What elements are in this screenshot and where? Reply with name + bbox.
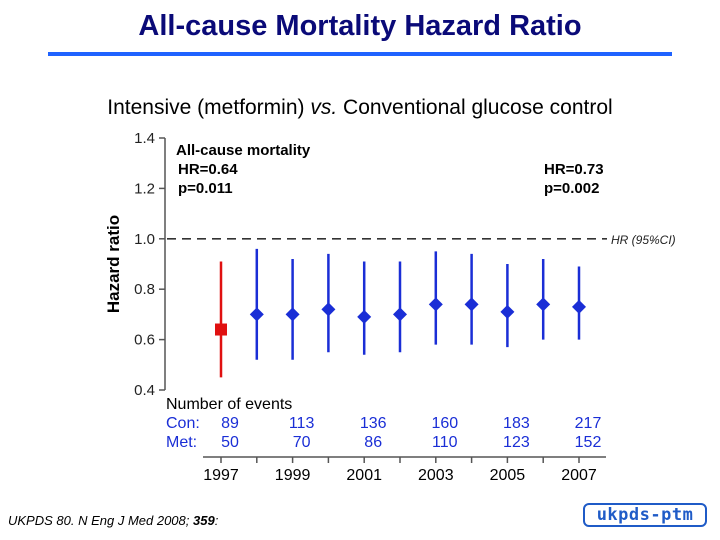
hr-point-2005 [500, 305, 514, 319]
citation-volume: 359 [192, 513, 215, 528]
events-met-1997: 50 [221, 434, 239, 451]
y-tick-label: 0.6 [134, 331, 155, 349]
events-con-1997: 89 [221, 415, 239, 432]
events-met-label: Met: [166, 434, 198, 451]
hr-point-2000 [321, 302, 335, 316]
y-tick-label: 1.2 [134, 180, 155, 198]
events-met-2007: 152 [574, 434, 602, 451]
y-axis-label: Hazard ratio [104, 214, 123, 314]
events-met-2003: 110 [432, 434, 458, 451]
events-header: Number of events [166, 396, 293, 413]
x-tick-label: 1997 [203, 467, 239, 484]
events-con-label: Con: [166, 415, 200, 432]
hr-point-1999 [286, 307, 300, 321]
x-tick-label: 2007 [561, 467, 597, 484]
events-con-1999: 113 [288, 415, 315, 432]
events-met-2005: 123 [503, 434, 530, 451]
y-tick-label: 0.8 [134, 281, 155, 299]
x-tick-label: 2001 [346, 467, 382, 484]
events-met-1999: 70 [292, 434, 311, 451]
y-tick-label: 0.4 [134, 382, 155, 399]
hr-point-2006 [536, 297, 550, 311]
events-con-2003: 160 [431, 415, 459, 432]
inner-chart-title: All-cause mortality [176, 142, 311, 159]
subtitle-end: Conventional glucose control [337, 96, 613, 119]
x-tick-label: 2005 [489, 467, 526, 484]
hr-point-2002 [393, 307, 407, 321]
x-tick-label: 2003 [418, 467, 454, 484]
citation [8, 513, 218, 528]
citation-text: UKPDS 80. N Eng J Med 2008; [8, 513, 193, 528]
events-con-2005: 183 [503, 415, 530, 432]
y-tick-label: 1.0 [134, 230, 155, 248]
right-p-annotation: p=0.002 [544, 180, 600, 197]
hr-point-2003 [429, 297, 443, 311]
left-hr-annotation: HR=0.64 [178, 161, 238, 178]
x-tick-label: 1999 [274, 467, 311, 484]
right-hr-annotation: HR=0.73 [544, 161, 604, 178]
reference-line-label: HR (95%CI) [611, 232, 676, 247]
ukpds-logo: ukpds-ptm [583, 503, 707, 527]
hr-point-2007 [572, 300, 586, 314]
events-con-2001: 136 [359, 415, 387, 432]
citation-end: : [214, 513, 219, 528]
hr-point-1998 [250, 307, 264, 321]
slide-title: All-cause Mortality Hazard Ratio [138, 10, 582, 42]
events-con-2007: 217 [574, 415, 602, 432]
y-tick-label: 1.4 [134, 130, 155, 147]
events-met-2001: 86 [364, 434, 383, 451]
hr-point-1997 [215, 324, 227, 336]
left-p-annotation: p=0.011 [178, 180, 233, 197]
hr-point-2004 [465, 297, 479, 311]
hr-point-2001 [357, 310, 371, 324]
subtitle-start: Intensive (metformin) [107, 96, 311, 119]
subtitle-vs: vs. [310, 96, 338, 119]
